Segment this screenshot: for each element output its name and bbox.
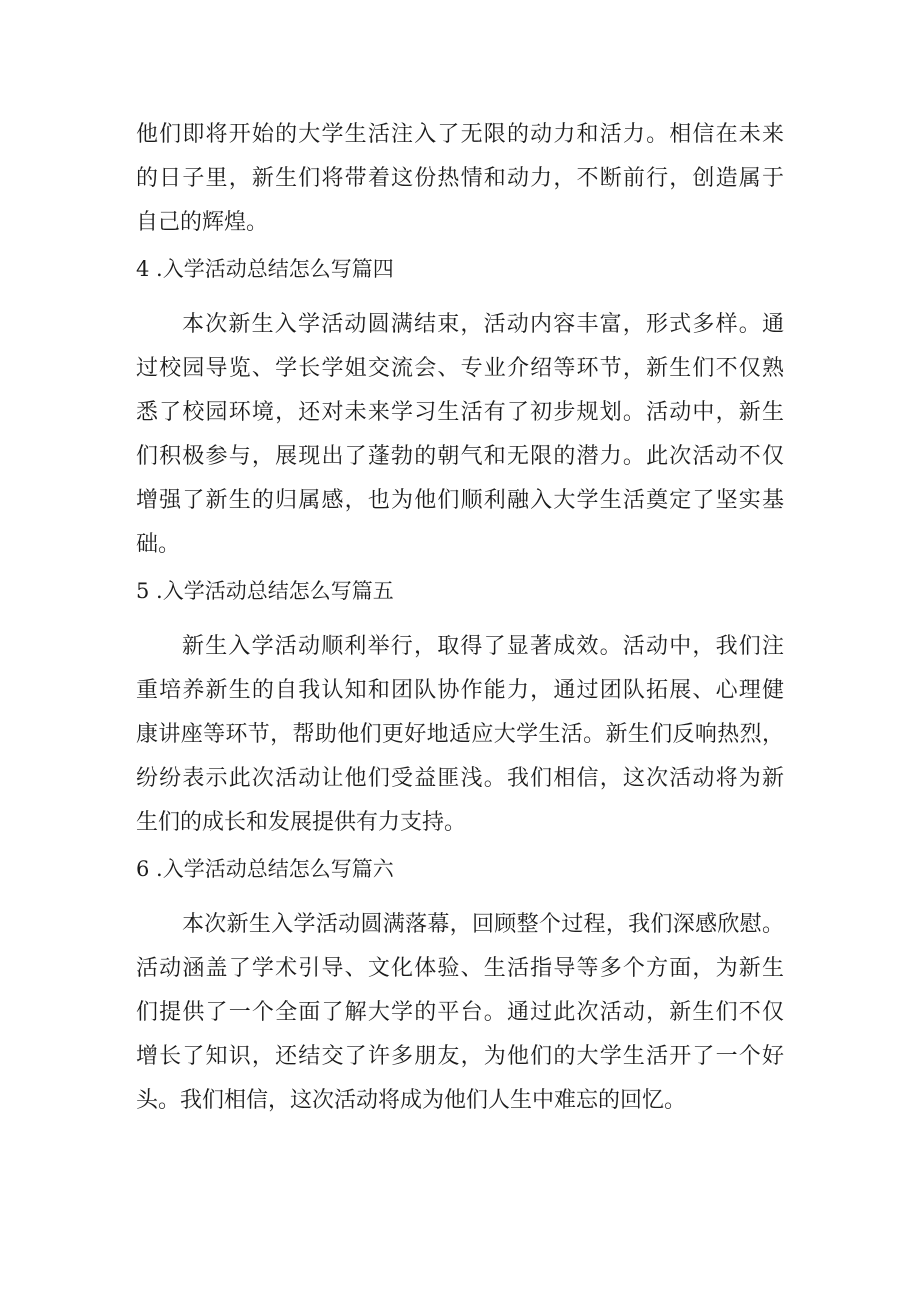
paragraph-line: 头。我们相信，这次活动将成为他们人生中难忘的回忆。 [136, 1088, 687, 1113]
paragraph-line: 过校园导览、学长学姐交流会、专业介绍等环节，新生们不仅熟 [136, 356, 784, 381]
paragraph-line: 本次新生入学活动圆满落幕，回顾整个过程，我们深感欣慰。 [182, 912, 784, 937]
paragraph-line: 增长了知识，还结交了许多朋友，为他们的大学生活开了一个好 [136, 1044, 784, 1069]
section-paragraph [136, 625, 784, 845]
section-heading: 6 .入学活动总结怎么写篇六 [136, 857, 394, 881]
intro-paragraph [136, 113, 784, 245]
paragraph-line: 纷纷表示此次活动让他们受益匪浅。我们相信，这次活动将为新 [136, 766, 784, 791]
paragraph-line: 的日子里，新生们将带着这份热情和动力，不断前行，创造属于 [136, 166, 784, 191]
paragraph-line: 们提供了一个全面了解大学的平台。通过此次活动，新生们不仅 [136, 1000, 784, 1025]
paragraph-line: 他们即将开始的大学生活注入了无限的动力和活力。相信在未来 [136, 122, 784, 147]
paragraph-line: 自己的辉煌。 [136, 210, 269, 235]
paragraph-line: 本次新生入学活动圆满结束，活动内容丰富，形式多样。通 [182, 312, 784, 337]
paragraph-line: 生们的成长和发展提供有力支持。 [136, 810, 467, 835]
paragraph-line: 重培养新生的自我认知和团队协作能力，通过团队拓展、心理健 [136, 678, 784, 703]
paragraph-line: 础。 [136, 532, 181, 557]
paragraph-line: 们积极参与，展现出了蓬勃的朝气和无限的潜力。此次活动不仅 [136, 444, 784, 469]
paragraph-line: 增强了新生的归属感，也为他们顺利融入大学生活奠定了坚实基 [136, 488, 784, 513]
paragraph-line: 新生入学活动顺利举行，取得了显著成效。活动中，我们注 [182, 634, 784, 659]
paragraph-line: 悉了校园环境，还对未来学习生活有了初步规划。活动中，新生 [136, 400, 784, 425]
document-body [136, 113, 784, 1123]
section-paragraph [136, 303, 784, 567]
paragraph-line: 康讲座等环节，帮助他们更好地适应大学生活。新生们反响热烈， [136, 722, 784, 747]
paragraph-line: 活动涵盖了学术引导、文化体验、生活指导等多个方面，为新生 [136, 956, 784, 981]
section-paragraph [136, 903, 784, 1123]
section-heading: 5 .入学活动总结怎么写篇五 [136, 579, 394, 603]
section-heading: 4 .入学活动总结怎么写篇四 [136, 257, 394, 281]
